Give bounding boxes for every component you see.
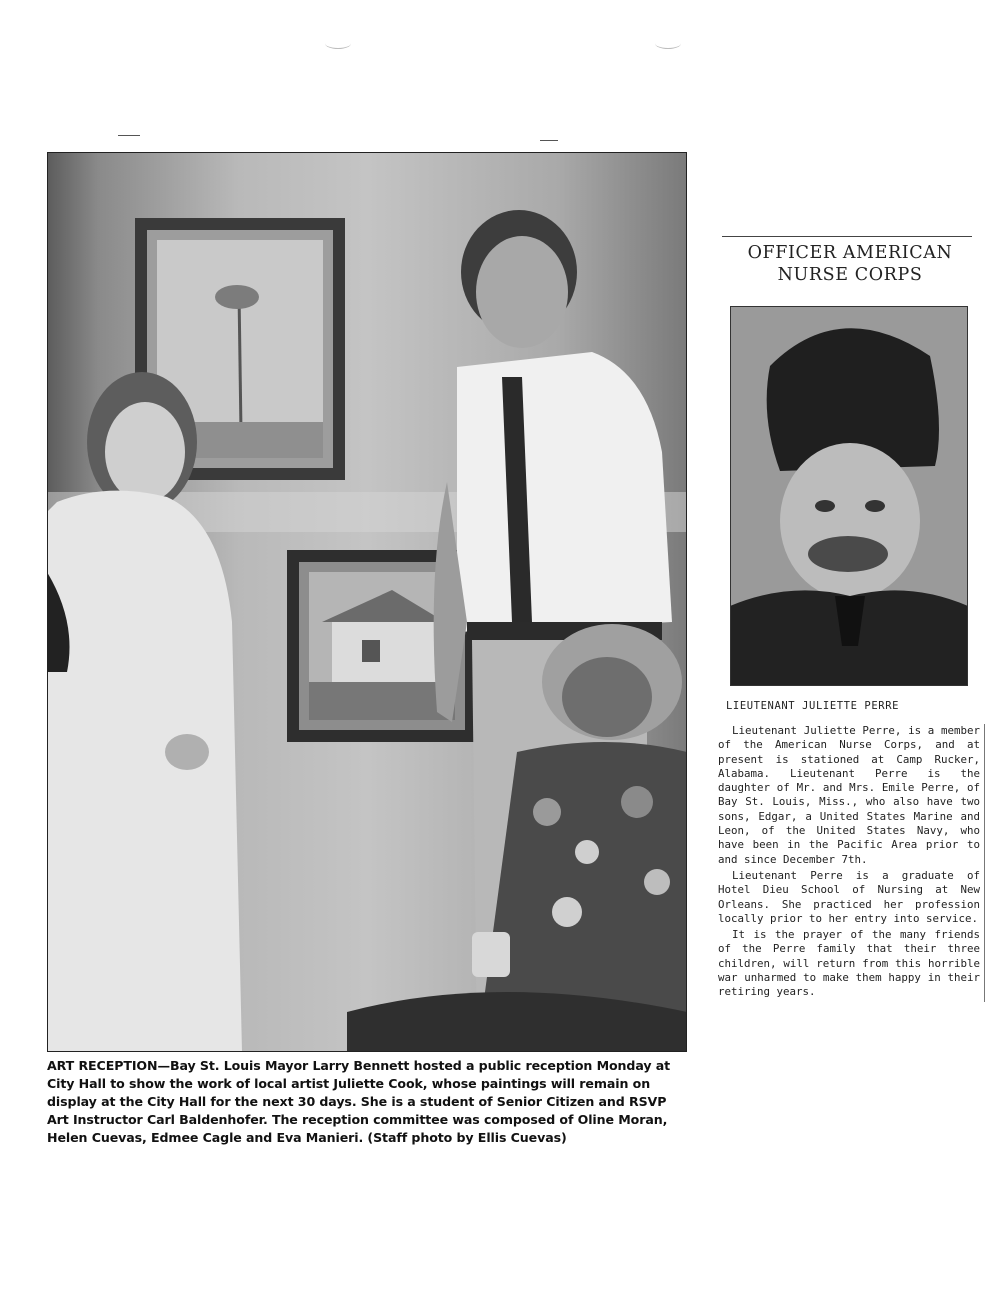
caption-headline: ART RECEPTION xyxy=(47,1058,158,1073)
article-paragraph: It is the prayer of the many friends of the Perre family that their three children, will return from this horrible war unharmed to make them happy in their retiring years. xyxy=(718,928,980,999)
art-reception-photo xyxy=(47,152,687,1052)
scan-speck xyxy=(540,140,558,141)
punch-hole-mark xyxy=(325,38,351,49)
lieutenant-portrait-photo xyxy=(730,306,968,686)
heading-rule xyxy=(722,236,972,237)
caption-text: —Bay St. Louis Mayor Larry Bennett hosted a public reception Monday at City Hall to show the work of local artist Juliette Cook, whose paintings will remain on display at the City Hall for the next 30 days. She is a student of Senior Citizen and RSVP Art Instructor Carl Baldenhofer. The reception committee was composed of Oline Moran, Helen Cuevas, Edmee Cagle and Eva Manieri. (Staff photo by Ellis Cuevas) xyxy=(47,1058,671,1145)
portrait-caption: LIEUTENANT JULIETTE PERRE xyxy=(726,700,900,712)
heading-line-1: OFFICER AMERICAN xyxy=(747,243,953,263)
article-paragraph: Lieutenant Juliette Perre, is a member of the American Nurse Corps, and at present is stationed at Camp Rucker, Alabama. Lieutenant Perre is the daughter of Mr. and Mrs. Emile Perre, of Bay St. Louis, Miss., who also have two sons, Edgar, a United States Marine and Leon, of the United States Navy, who have been in the Pacific Area prior to and since December 7th. xyxy=(718,724,980,866)
scan-speck xyxy=(118,135,140,136)
punch-hole-mark xyxy=(655,38,681,49)
heading-line-2: NURSE CORPS xyxy=(777,265,923,285)
article-heading xyxy=(712,242,988,286)
nurse-corps-article xyxy=(712,226,988,1086)
art-reception-caption xyxy=(47,1057,687,1147)
article-body xyxy=(718,724,985,1002)
article-paragraph: Lieutenant Perre is a graduate of Hotel Dieu School of Nursing at New Orleans. She practiced her profession locally prior to her entry into service. xyxy=(718,868,980,925)
